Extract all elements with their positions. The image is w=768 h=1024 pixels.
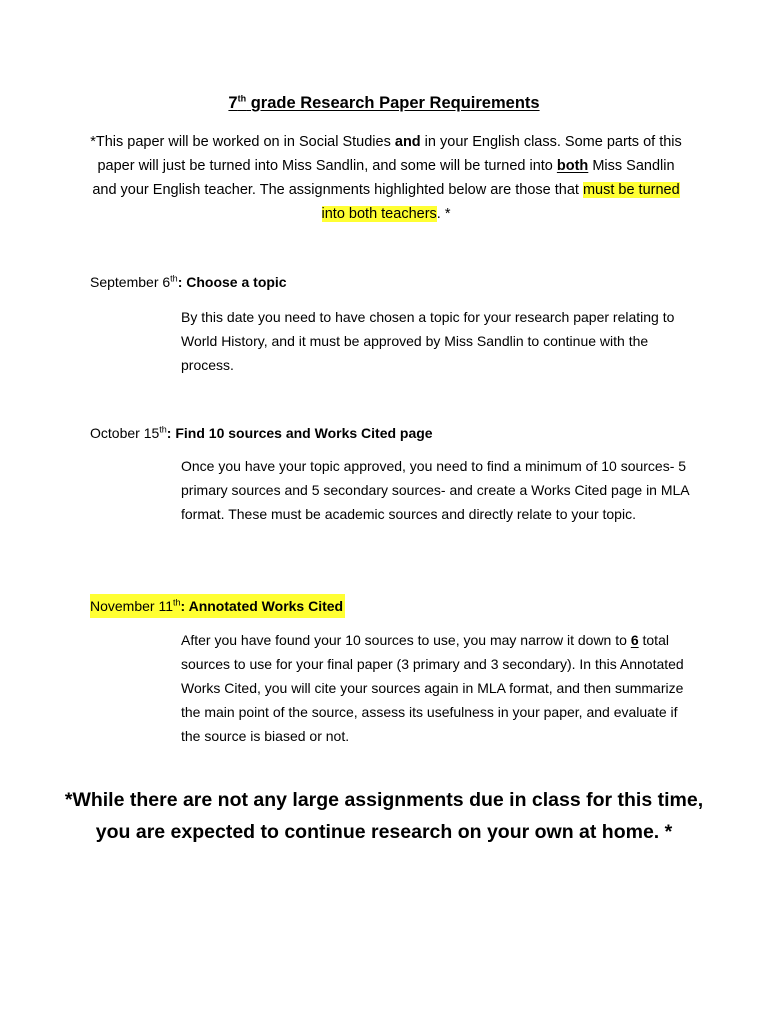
emphasis-number: 6 bbox=[630, 632, 639, 648]
section-body-september: By this date you need to have chosen a topic for your research paper relating to World History, and it must be approved by Miss Sandlin to continue with the process. bbox=[181, 309, 675, 373]
intro-paragraph: *This paper will be worked on in Social Studies and in your English class. Some parts of this paper will just be turned into Miss Sandlin, and some will be turned into both Miss Sandlin and your English teacher. The assignments highlighted below are those that must be turned into both teachers. * bbox=[90, 134, 682, 222]
intro-bold-both: both bbox=[556, 158, 589, 174]
intro-highlight: must be turned into both teachers bbox=[321, 182, 680, 222]
section-heading-october: October 15th: Find 10 sources and Works Cited page bbox=[90, 424, 433, 441]
section-body-november: After you have found your 10 sources to use, you may narrow it down to 6 total sources to use for your final paper (3 primary and 3 secondary). In this Annotated Works Cited, you will cite your sources again in MLA format, and then summarize the main point of the source, assess its usefulness in your paper, and evaluate if the source is biased or not. bbox=[181, 632, 684, 744]
title-number: 7 bbox=[228, 94, 238, 112]
section-heading-november: November 11th: Annotated Works Cited bbox=[90, 594, 345, 618]
page-title bbox=[0, 94, 768, 113]
title-superscript: th bbox=[237, 93, 247, 104]
section-label: Find 10 sources and Works Cited page bbox=[175, 425, 433, 441]
section-label: Annotated Works Cited bbox=[188, 598, 344, 614]
intro-bold-and: and bbox=[394, 134, 421, 150]
closing-note: *While there are not any large assignments due in class for this time, you are expected to continue research on your own at home. * bbox=[64, 789, 704, 843]
section-label: Choose a topic bbox=[186, 274, 287, 290]
section-heading-september: September 6th: Choose a topic bbox=[90, 273, 287, 290]
section-body-october: Once you have your topic approved, you need to find a minimum of 10 sources- 5 primary sources and 5 secondary sources- and create a Works Cited page in MLA format. These must be academic sources and directly relate to your topic. bbox=[181, 458, 689, 522]
title-text: grade Research Paper Requirements bbox=[246, 94, 540, 112]
